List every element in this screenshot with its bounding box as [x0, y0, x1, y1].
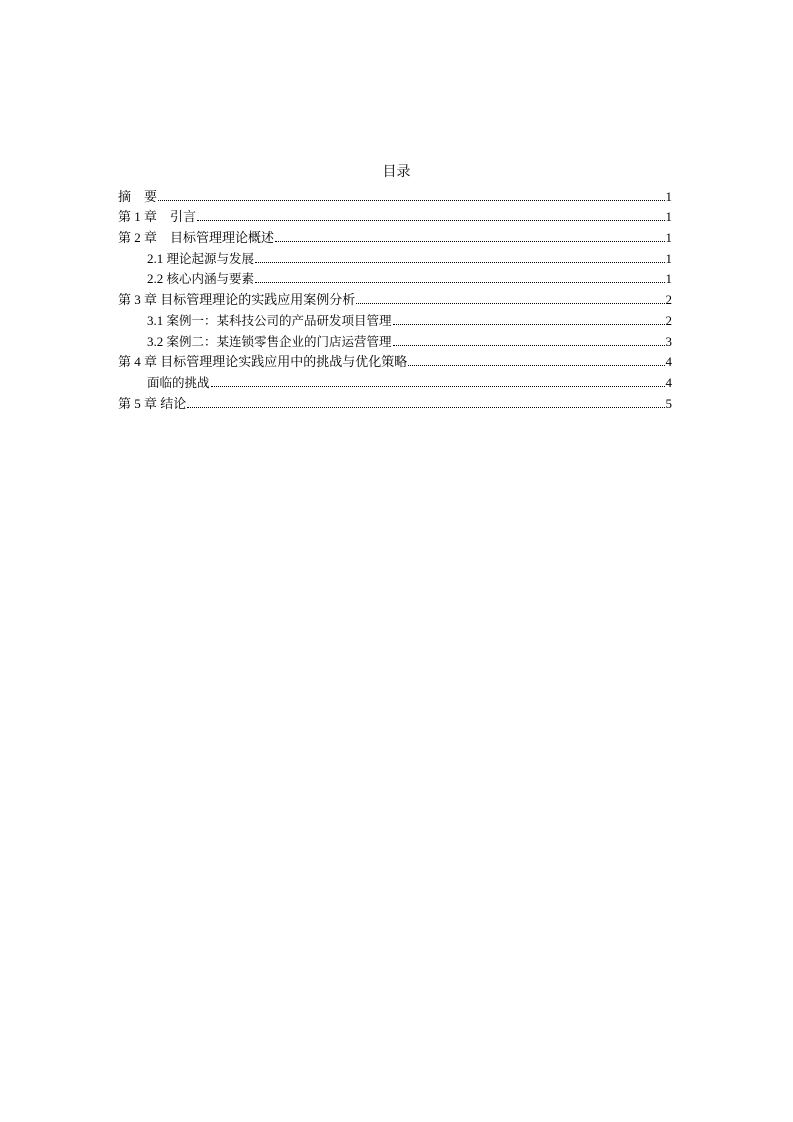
- toc-entry-chapter-3[interactable]: [118, 287, 672, 308]
- toc-title: 目录: [382, 164, 411, 180]
- toc-entry-title: 面临的挑战: [147, 374, 210, 390]
- toc-entry-page-number: 4: [665, 354, 672, 370]
- toc-entry-section-2-1[interactable]: [118, 246, 672, 267]
- toc-entry-page-number: 1: [665, 188, 672, 204]
- toc-entry-abstract[interactable]: [118, 184, 672, 205]
- toc-entry-page-number: 1: [665, 230, 672, 246]
- toc-entry-label: [118, 393, 186, 412]
- toc-entry-chapter-5[interactable]: [118, 391, 672, 412]
- toc-entry-page-number: 5: [665, 395, 672, 411]
- toc-entry-title: 目标管理理论实践应用中的挑战与优化策略: [160, 354, 408, 370]
- toc-entry-title: 目标管理理论的实践应用案例分析: [160, 292, 356, 308]
- dot-leader: [393, 324, 665, 325]
- toc-entry-number: 第 4 章: [118, 354, 161, 370]
- toc-entry-title: 引言: [170, 209, 197, 225]
- dot-leader: [275, 241, 664, 242]
- toc-entry-page-number: 1: [665, 250, 672, 266]
- toc-entry-chapter-4[interactable]: [118, 350, 672, 371]
- toc-entry-label: [147, 269, 254, 287]
- toc-entry-title: 理论起源与发展: [166, 250, 255, 266]
- toc-entry-label: [118, 351, 407, 370]
- toc-entry-number: 2.2: [147, 271, 167, 287]
- toc-entry-chapter-1[interactable]: [118, 205, 672, 226]
- toc-entry-label: [118, 227, 274, 246]
- dot-leader: [211, 386, 665, 387]
- toc-entry-page-number: 2: [665, 312, 672, 328]
- toc-entry-number: 第 5 章: [118, 395, 161, 411]
- toc-entry-page-number: 1: [665, 271, 672, 287]
- dot-leader: [255, 282, 664, 283]
- toc-entry-number: 3.2: [147, 333, 167, 349]
- toc-entry-label: [118, 206, 196, 225]
- toc-entry-page-number: 4: [665, 374, 672, 390]
- toc-entry-page-number: 2: [665, 292, 672, 308]
- toc-entry-title: 目标管理理论概述: [170, 230, 275, 246]
- toc-entry-title: 案例二：某连锁零售企业的门店运营管理: [166, 333, 392, 349]
- toc-entry-title: 核心内涵与要素: [166, 271, 255, 287]
- dot-leader: [158, 200, 664, 201]
- toc-entry-number: 摘 要: [118, 188, 158, 204]
- toc-entry-number: 第 3 章: [118, 292, 161, 308]
- toc-entry-section-3-1[interactable]: [118, 308, 672, 329]
- toc-entry-section-4-1[interactable]: [118, 370, 672, 391]
- toc-entry-section-3-2[interactable]: [118, 329, 672, 350]
- toc-entry-label: [147, 249, 254, 267]
- toc-entry-number: 第 2 章: [118, 230, 171, 246]
- toc-entry-number: 2.1: [147, 250, 167, 266]
- toc-entry-title: 案例一：某科技公司的产品研发项目管理: [166, 312, 392, 328]
- toc-entry-label: [118, 186, 157, 205]
- toc-entry-page-number: 1: [665, 209, 672, 225]
- toc-entry-label: [147, 373, 210, 391]
- dot-leader: [197, 220, 664, 221]
- dot-leader: [408, 365, 664, 366]
- toc-entry-page-number: 3: [665, 333, 672, 349]
- dot-leader: [187, 407, 664, 408]
- toc-entry-label: [118, 289, 355, 308]
- toc-entry-title: 结论: [160, 395, 187, 411]
- toc-entry-chapter-2[interactable]: [118, 225, 672, 246]
- dot-leader: [255, 262, 664, 263]
- table-of-contents: [118, 184, 672, 412]
- toc-entry-number: 第 1 章: [118, 209, 171, 225]
- toc-entry-section-2-2[interactable]: [118, 267, 672, 288]
- dot-leader: [356, 303, 664, 304]
- toc-entry-number: 3.1: [147, 312, 167, 328]
- toc-entry-label: [147, 311, 392, 329]
- dot-leader: [393, 345, 665, 346]
- toc-entry-label: [147, 332, 392, 350]
